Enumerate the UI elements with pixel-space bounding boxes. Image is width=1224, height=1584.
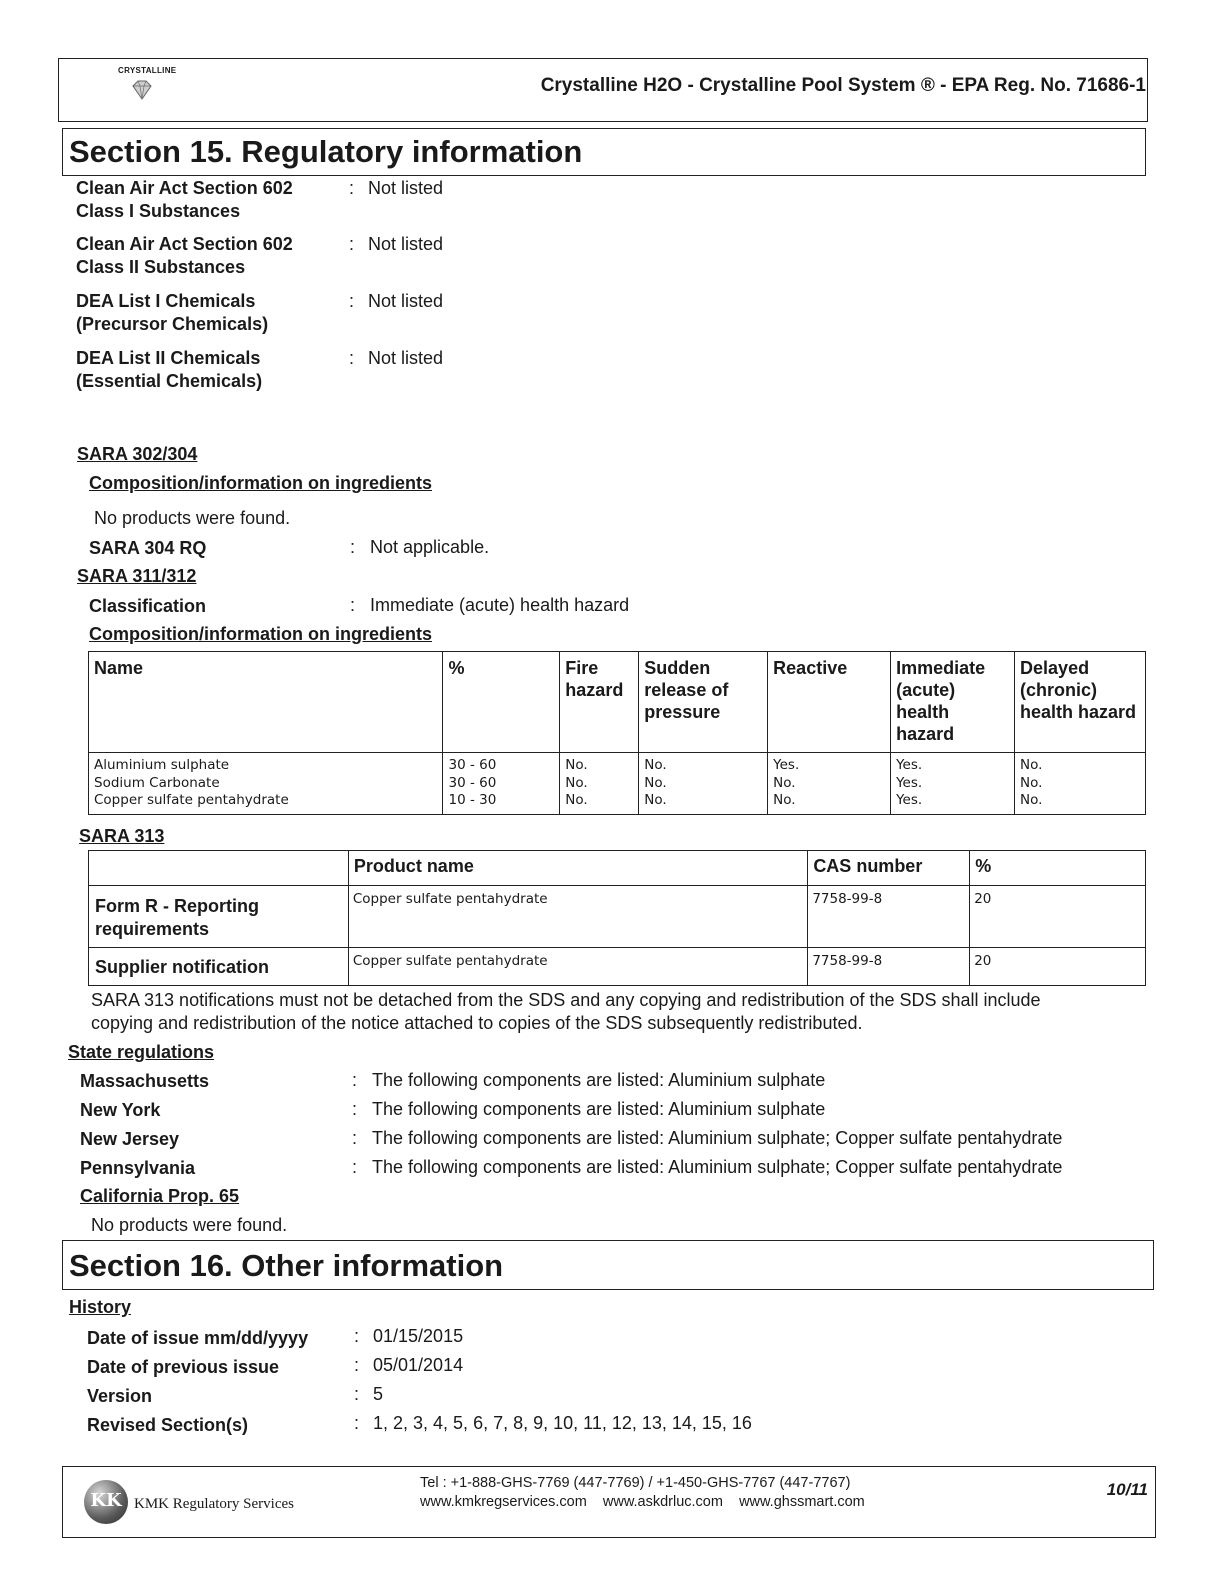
sara-313-note: SARA 313 notifications must not be detached from the SDS and any copying and redistribution of the SDS shall include copying and redistribution of the notice attached to copies of the SDS subsequently redistributed. — [91, 990, 1041, 1033]
reg-row-label: Clean Air Act Section 602 Class II Substances — [76, 234, 293, 277]
column-header — [89, 851, 349, 886]
version-value: 5 — [373, 1384, 384, 1404]
colon: : — [350, 537, 356, 557]
immediate-hazard-cell: Yes. Yes. Yes. — [891, 753, 1015, 815]
document-title: Crystalline H2O - Crystalline Pool System ® - EPA Reg. No. 71686-1 — [540, 75, 1146, 96]
colon: : — [354, 1413, 360, 1433]
brand-logo-text: CRYSTALLINE — [118, 66, 177, 75]
fire-hazard-cell: No. No. No. — [560, 753, 639, 815]
california-prop-65-heading: California Prop. 65 — [80, 1186, 240, 1206]
classification-value: Immediate (acute) health hazard — [370, 595, 630, 615]
sara-311-composition-table — [88, 651, 1146, 815]
column-header: Name — [89, 652, 443, 753]
reg-row-label: DEA List II Chemicals (Essential Chemicals) — [76, 348, 263, 391]
ingredient-names-cell: Aluminium sulphate Sodium Carbonate Copper sulfate pentahydrate — [89, 753, 443, 815]
column-header: Immediate (acute) health hazard — [891, 652, 1015, 753]
sara-313-table — [88, 850, 1146, 986]
percent-cell: 20 — [970, 886, 1146, 948]
reactive-cell: Yes. No. No. — [768, 753, 891, 815]
delayed-hazard-cell: No. No. No. — [1015, 753, 1146, 815]
cas-number-cell: 7758-99-8 — [808, 948, 970, 986]
history-label: Date of previous issue — [87, 1357, 280, 1377]
reg-row-value: Not listed — [368, 178, 444, 198]
product-name-cell: Copper sulfate pentahydrate — [348, 886, 808, 948]
diamond-logo-icon — [130, 80, 154, 100]
history-label: Revised Section(s) — [87, 1415, 249, 1435]
cas-number-cell: 7758-99-8 — [808, 886, 970, 948]
composition-heading: Composition/information on ingredients — [89, 624, 432, 644]
state-value: The following components are listed: Aluminium sulphate — [372, 1070, 826, 1090]
history-label: Version — [87, 1386, 153, 1406]
state-value: The following components are listed: Aluminium sulphate; Copper sulfate pentahydrate — [372, 1128, 1063, 1148]
colon: : — [354, 1355, 360, 1375]
colon: : — [349, 234, 355, 254]
reg-row-label: Clean Air Act Section 602 Class I Substances — [76, 178, 293, 221]
state-label: Pennsylvania — [80, 1158, 196, 1178]
no-products-text: No products were found. — [94, 508, 291, 528]
sara-302-heading: SARA 302/304 — [77, 444, 198, 464]
product-name-cell: Copper sulfate pentahydrate — [348, 948, 808, 986]
colon: : — [352, 1157, 358, 1177]
page-number: 10/11 — [1106, 1480, 1148, 1499]
state-label: Massachusetts — [80, 1071, 210, 1091]
date-of-issue-value: 01/15/2015 — [373, 1326, 464, 1346]
colon: : — [349, 291, 355, 311]
column-header: Delayed (chronic) health hazard — [1015, 652, 1146, 753]
column-header: % — [970, 851, 1146, 886]
reg-row-value: Not listed — [368, 234, 444, 254]
column-header: Sudden release of pressure — [639, 652, 768, 753]
history-heading: History — [69, 1297, 132, 1317]
table-header-row — [89, 851, 1146, 886]
table-row — [89, 948, 1146, 986]
footer-contact — [420, 1474, 865, 1512]
kmk-logo-icon: KK — [84, 1480, 128, 1524]
reg-row-value: Not listed — [368, 291, 444, 311]
percent-cell: 20 — [970, 948, 1146, 986]
reg-row-value: Not listed — [368, 348, 444, 368]
state-regulations-heading: State regulations — [68, 1042, 215, 1062]
footer-telephone: Tel : +1-888-GHS-7769 (447-7769) / +1-450-GHS-7767 (447-7767) — [420, 1475, 851, 1491]
table-header-row — [89, 652, 1146, 753]
classification-label: Classification — [89, 596, 207, 616]
footer-websites: www.kmkregservices.com www.askdrluc.com www.ghssmart.com — [420, 1494, 865, 1510]
state-label: New Jersey — [80, 1129, 180, 1149]
colon: : — [354, 1384, 360, 1404]
sara-313-heading: SARA 313 — [79, 826, 165, 846]
state-value: The following components are listed: Aluminium sulphate; Copper sulfate pentahydrate — [372, 1157, 1063, 1177]
sara-304-rq-label: SARA 304 RQ — [89, 538, 207, 558]
colon: : — [350, 595, 356, 615]
column-header: Product name — [348, 851, 808, 886]
row-label: Form R - Reporting requirements — [89, 886, 349, 948]
previous-issue-value: 05/01/2014 — [373, 1355, 464, 1375]
table-row — [89, 753, 1146, 815]
section-15-title: Section 15. Regulatory information — [62, 128, 1146, 176]
revised-sections-value: 1, 2, 3, 4, 5, 6, 7, 8, 9, 10, 11, 12, 13, 14, 15, 16 — [373, 1413, 752, 1433]
colon: : — [352, 1099, 358, 1119]
reg-row-label: DEA List I Chemicals (Precursor Chemicals) — [76, 291, 269, 334]
sudden-release-cell: No. No. No. — [639, 753, 768, 815]
state-value: The following components are listed: Aluminium sulphate — [372, 1099, 826, 1119]
colon: : — [352, 1128, 358, 1148]
column-header: % — [443, 652, 560, 753]
column-header: CAS number — [808, 851, 970, 886]
colon: : — [349, 348, 355, 368]
composition-heading: Composition/information on ingredients — [89, 473, 432, 493]
history-label: Date of issue mm/dd/yyyy — [87, 1328, 309, 1348]
california-value: No products were found. — [91, 1215, 288, 1235]
colon: : — [349, 178, 355, 198]
table-row — [89, 886, 1146, 948]
section-16-title: Section 16. Other information — [62, 1240, 1154, 1290]
sara-311-heading: SARA 311/312 — [77, 566, 197, 586]
colon: : — [352, 1070, 358, 1090]
column-header: Reactive — [768, 652, 891, 753]
colon: : — [354, 1326, 360, 1346]
state-label: New York — [80, 1100, 161, 1120]
column-header: Fire hazard — [560, 652, 639, 753]
sara-304-rq-value: Not applicable. — [370, 537, 490, 557]
footer-company-name: KMK Regulatory Services — [134, 1496, 294, 1512]
row-label: Supplier notification — [89, 948, 349, 986]
percent-cell: 30 - 60 30 - 60 10 - 30 — [443, 753, 560, 815]
